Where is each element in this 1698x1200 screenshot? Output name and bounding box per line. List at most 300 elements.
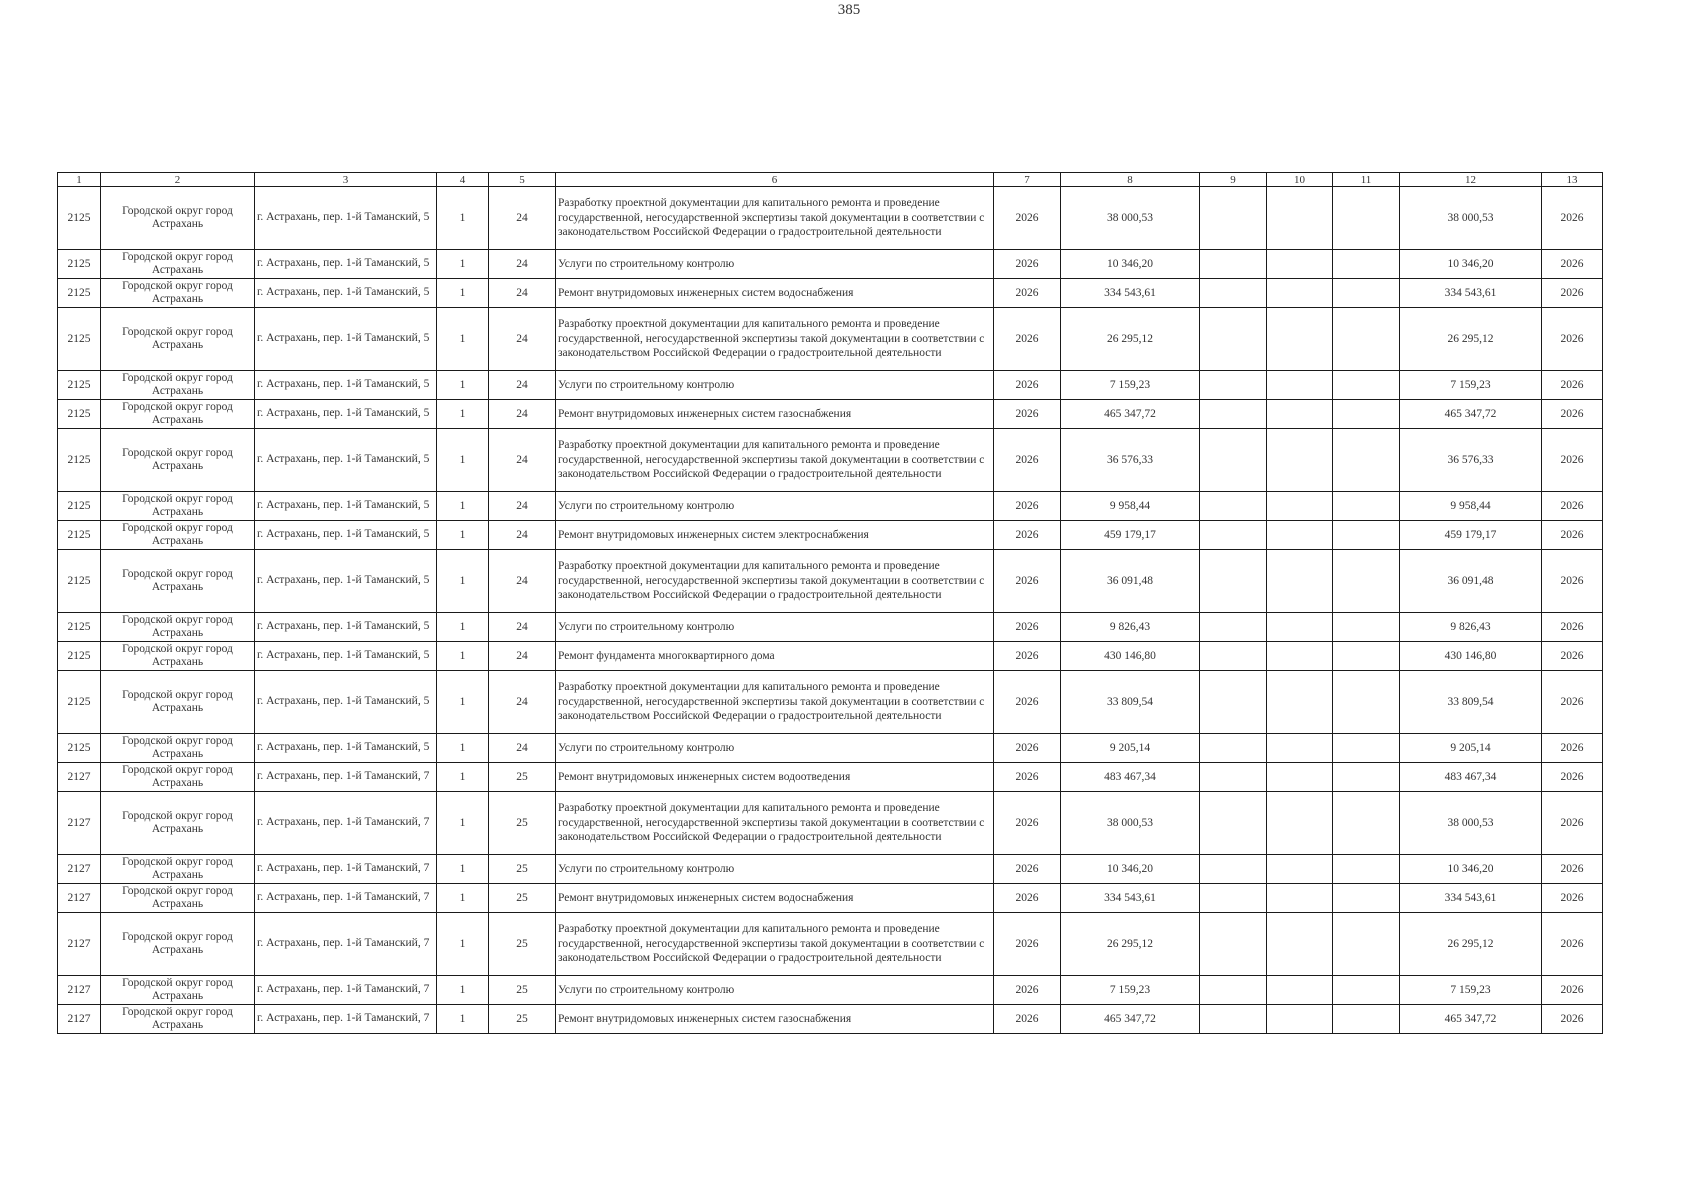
cell-address: г. Астрахань, пер. 1-й Таманский, 5 bbox=[255, 250, 437, 279]
cell-col4: 1 bbox=[437, 734, 489, 763]
cell-year: 2026 bbox=[994, 792, 1061, 855]
cell-total: 334 543,61 bbox=[1400, 279, 1542, 308]
cell-object-id: 2125 bbox=[58, 642, 101, 671]
cell-completion-year: 2026 bbox=[1542, 884, 1603, 913]
cell-col5: 24 bbox=[489, 671, 556, 734]
cell-object-id: 2125 bbox=[58, 371, 101, 400]
cell-col5: 24 bbox=[489, 429, 556, 492]
cell-total: 36 576,33 bbox=[1400, 429, 1542, 492]
cell-col4: 1 bbox=[437, 187, 489, 250]
cell-col10 bbox=[1267, 308, 1333, 371]
cell-col5: 24 bbox=[489, 613, 556, 642]
cell-municipality: Городской округ город Астрахань bbox=[101, 279, 255, 308]
cell-col9 bbox=[1200, 976, 1267, 1005]
cell-address: г. Астрахань, пер. 1-й Таманский, 5 bbox=[255, 308, 437, 371]
cell-object-id: 2127 bbox=[58, 855, 101, 884]
cell-municipality: Городской округ город Астрахань bbox=[101, 250, 255, 279]
cell-year: 2026 bbox=[994, 187, 1061, 250]
cell-col9 bbox=[1200, 429, 1267, 492]
column-header: 12 bbox=[1400, 173, 1542, 187]
cell-col11 bbox=[1333, 250, 1400, 279]
cell-col11 bbox=[1333, 671, 1400, 734]
cell-year: 2026 bbox=[994, 371, 1061, 400]
table-row bbox=[58, 308, 1603, 371]
cell-address: г. Астрахань, пер. 1-й Таманский, 7 bbox=[255, 913, 437, 976]
cell-completion-year: 2026 bbox=[1542, 187, 1603, 250]
cell-cost: 483 467,34 bbox=[1061, 763, 1200, 792]
cell-address: г. Астрахань, пер. 1-й Таманский, 5 bbox=[255, 492, 437, 521]
cell-total: 7 159,23 bbox=[1400, 371, 1542, 400]
cell-cost: 465 347,72 bbox=[1061, 1005, 1200, 1034]
cell-work-type: Разработку проектной документации для капитального ремонта и проведение государственной, негосударственной экспертизы такой документации в соответствии с законодательством Российской Федерации о градостроительной деятельности bbox=[556, 308, 994, 371]
column-header: 1 bbox=[58, 173, 101, 187]
cell-work-type: Разработку проектной документации для капитального ремонта и проведение государственной, негосударственной экспертизы такой документации в соответствии с законодательством Российской Федерации о градостроительной деятельности bbox=[556, 913, 994, 976]
cell-object-id: 2125 bbox=[58, 187, 101, 250]
cell-total: 10 346,20 bbox=[1400, 855, 1542, 884]
cell-col11 bbox=[1333, 521, 1400, 550]
cell-col10 bbox=[1267, 642, 1333, 671]
cell-col10 bbox=[1267, 976, 1333, 1005]
cell-municipality: Городской округ город Астрахань bbox=[101, 671, 255, 734]
cell-col9 bbox=[1200, 913, 1267, 976]
cell-completion-year: 2026 bbox=[1542, 1005, 1603, 1034]
cell-col9 bbox=[1200, 1005, 1267, 1034]
cell-col10 bbox=[1267, 913, 1333, 976]
cell-municipality: Городской округ город Астрахань bbox=[101, 792, 255, 855]
cell-object-id: 2125 bbox=[58, 550, 101, 613]
cell-completion-year: 2026 bbox=[1542, 976, 1603, 1005]
cell-total: 7 159,23 bbox=[1400, 976, 1542, 1005]
cell-cost: 9 826,43 bbox=[1061, 613, 1200, 642]
cell-municipality: Городской округ город Астрахань bbox=[101, 308, 255, 371]
cell-object-id: 2125 bbox=[58, 429, 101, 492]
cell-work-type: Ремонт внутридомовых инженерных систем водоснабжения bbox=[556, 279, 994, 308]
cell-col9 bbox=[1200, 884, 1267, 913]
cell-work-type: Ремонт внутридомовых инженерных систем электроснабжения bbox=[556, 521, 994, 550]
cell-year: 2026 bbox=[994, 400, 1061, 429]
cell-total: 430 146,80 bbox=[1400, 642, 1542, 671]
cell-col4: 1 bbox=[437, 308, 489, 371]
cell-col9 bbox=[1200, 855, 1267, 884]
column-header: 4 bbox=[437, 173, 489, 187]
cell-col9 bbox=[1200, 371, 1267, 400]
cell-year: 2026 bbox=[994, 855, 1061, 884]
cell-work-type: Ремонт внутридомовых инженерных систем водоотведения bbox=[556, 763, 994, 792]
table-row bbox=[58, 250, 1603, 279]
cell-address: г. Астрахань, пер. 1-й Таманский, 7 bbox=[255, 976, 437, 1005]
column-header: 5 bbox=[489, 173, 556, 187]
cell-col5: 24 bbox=[489, 250, 556, 279]
cell-col4: 1 bbox=[437, 884, 489, 913]
cell-cost: 10 346,20 bbox=[1061, 250, 1200, 279]
cell-municipality: Городской округ город Астрахань bbox=[101, 521, 255, 550]
cell-col4: 1 bbox=[437, 1005, 489, 1034]
cell-col5: 24 bbox=[489, 492, 556, 521]
table-row bbox=[58, 884, 1603, 913]
cell-cost: 33 809,54 bbox=[1061, 671, 1200, 734]
cell-col10 bbox=[1267, 855, 1333, 884]
cell-address: г. Астрахань, пер. 1-й Таманский, 5 bbox=[255, 613, 437, 642]
cell-work-type: Разработку проектной документации для капитального ремонта и проведение государственной, негосударственной экспертизы такой документации в соответствии с законодательством Российской Федерации о градостроительной деятельности bbox=[556, 550, 994, 613]
cell-year: 2026 bbox=[994, 913, 1061, 976]
cell-col10 bbox=[1267, 671, 1333, 734]
cell-work-type: Услуги по строительному контролю bbox=[556, 613, 994, 642]
cell-col11 bbox=[1333, 400, 1400, 429]
cell-completion-year: 2026 bbox=[1542, 371, 1603, 400]
cell-completion-year: 2026 bbox=[1542, 763, 1603, 792]
cell-object-id: 2125 bbox=[58, 671, 101, 734]
cell-year: 2026 bbox=[994, 550, 1061, 613]
cell-cost: 430 146,80 bbox=[1061, 642, 1200, 671]
cell-col9 bbox=[1200, 187, 1267, 250]
cell-address: г. Астрахань, пер. 1-й Таманский, 5 bbox=[255, 400, 437, 429]
column-header: 11 bbox=[1333, 173, 1400, 187]
column-header: 9 bbox=[1200, 173, 1267, 187]
cell-total: 26 295,12 bbox=[1400, 913, 1542, 976]
cell-cost: 9 205,14 bbox=[1061, 734, 1200, 763]
cell-address: г. Астрахань, пер. 1-й Таманский, 5 bbox=[255, 521, 437, 550]
cell-year: 2026 bbox=[994, 1005, 1061, 1034]
cell-address: г. Астрахань, пер. 1-й Таманский, 7 bbox=[255, 1005, 437, 1034]
cell-total: 9 205,14 bbox=[1400, 734, 1542, 763]
cell-col4: 1 bbox=[437, 913, 489, 976]
cell-object-id: 2125 bbox=[58, 613, 101, 642]
table-row bbox=[58, 550, 1603, 613]
column-header: 7 bbox=[994, 173, 1061, 187]
cell-col11 bbox=[1333, 913, 1400, 976]
cell-address: г. Астрахань, пер. 1-й Таманский, 7 bbox=[255, 792, 437, 855]
cell-cost: 26 295,12 bbox=[1061, 308, 1200, 371]
cell-col4: 1 bbox=[437, 642, 489, 671]
cell-col4: 1 bbox=[437, 400, 489, 429]
cell-completion-year: 2026 bbox=[1542, 492, 1603, 521]
cell-col9 bbox=[1200, 734, 1267, 763]
table-row bbox=[58, 400, 1603, 429]
cell-col10 bbox=[1267, 429, 1333, 492]
cell-col11 bbox=[1333, 613, 1400, 642]
cell-municipality: Городской округ город Астрахань bbox=[101, 429, 255, 492]
cell-col4: 1 bbox=[437, 855, 489, 884]
cell-col10 bbox=[1267, 187, 1333, 250]
cell-work-type: Разработку проектной документации для капитального ремонта и проведение государственной, негосударственной экспертизы такой документации в соответствии с законодательством Российской Федерации о градостроительной деятельности bbox=[556, 187, 994, 250]
cell-work-type: Разработку проектной документации для капитального ремонта и проведение государственной, негосударственной экспертизы такой документации в соответствии с законодательством Российской Федерации о градостроительной деятельности bbox=[556, 429, 994, 492]
cell-total: 459 179,17 bbox=[1400, 521, 1542, 550]
cell-col5: 24 bbox=[489, 400, 556, 429]
cell-col4: 1 bbox=[437, 250, 489, 279]
cell-address: г. Астрахань, пер. 1-й Таманский, 5 bbox=[255, 671, 437, 734]
cell-col5: 25 bbox=[489, 884, 556, 913]
table-body bbox=[58, 173, 1603, 1034]
cell-year: 2026 bbox=[994, 763, 1061, 792]
cell-cost: 9 958,44 bbox=[1061, 492, 1200, 521]
cell-work-type: Услуги по строительному контролю bbox=[556, 855, 994, 884]
cell-address: г. Астрахань, пер. 1-й Таманский, 5 bbox=[255, 642, 437, 671]
cell-cost: 459 179,17 bbox=[1061, 521, 1200, 550]
table-row bbox=[58, 429, 1603, 492]
cell-col9 bbox=[1200, 279, 1267, 308]
cell-object-id: 2127 bbox=[58, 1005, 101, 1034]
table-row bbox=[58, 371, 1603, 400]
column-header: 6 bbox=[556, 173, 994, 187]
table-row bbox=[58, 734, 1603, 763]
cell-work-type: Ремонт внутридомовых инженерных систем газоснабжения bbox=[556, 400, 994, 429]
cell-col10 bbox=[1267, 521, 1333, 550]
cell-municipality: Городской округ город Астрахань bbox=[101, 884, 255, 913]
table-row bbox=[58, 279, 1603, 308]
cell-col4: 1 bbox=[437, 613, 489, 642]
cell-municipality: Городской округ город Астрахань bbox=[101, 913, 255, 976]
cell-municipality: Городской округ город Астрахань bbox=[101, 371, 255, 400]
cell-municipality: Городской округ город Астрахань bbox=[101, 642, 255, 671]
cell-cost: 38 000,53 bbox=[1061, 187, 1200, 250]
cell-total: 465 347,72 bbox=[1400, 400, 1542, 429]
cell-work-type: Услуги по строительному контролю bbox=[556, 734, 994, 763]
cell-year: 2026 bbox=[994, 492, 1061, 521]
cell-total: 36 091,48 bbox=[1400, 550, 1542, 613]
cell-completion-year: 2026 bbox=[1542, 613, 1603, 642]
cell-municipality: Городской округ город Астрахань bbox=[101, 613, 255, 642]
cell-col4: 1 bbox=[437, 429, 489, 492]
table-row bbox=[58, 642, 1603, 671]
table-row bbox=[58, 671, 1603, 734]
cell-year: 2026 bbox=[994, 671, 1061, 734]
cell-col10 bbox=[1267, 884, 1333, 913]
cell-col10 bbox=[1267, 279, 1333, 308]
cell-completion-year: 2026 bbox=[1542, 550, 1603, 613]
cell-col11 bbox=[1333, 976, 1400, 1005]
cell-cost: 36 576,33 bbox=[1061, 429, 1200, 492]
cell-col10 bbox=[1267, 550, 1333, 613]
cell-col4: 1 bbox=[437, 279, 489, 308]
table-row bbox=[58, 492, 1603, 521]
cell-col5: 24 bbox=[489, 371, 556, 400]
cell-municipality: Городской округ город Астрахань bbox=[101, 400, 255, 429]
cell-year: 2026 bbox=[994, 976, 1061, 1005]
cell-cost: 26 295,12 bbox=[1061, 913, 1200, 976]
cell-cost: 465 347,72 bbox=[1061, 400, 1200, 429]
cell-completion-year: 2026 bbox=[1542, 734, 1603, 763]
cell-total: 38 000,53 bbox=[1400, 792, 1542, 855]
cell-work-type: Услуги по строительному контролю bbox=[556, 250, 994, 279]
cell-col9 bbox=[1200, 400, 1267, 429]
column-number-row bbox=[58, 173, 1603, 187]
cell-col5: 24 bbox=[489, 521, 556, 550]
cell-cost: 334 543,61 bbox=[1061, 279, 1200, 308]
cell-col4: 1 bbox=[437, 792, 489, 855]
cell-object-id: 2125 bbox=[58, 734, 101, 763]
cell-total: 33 809,54 bbox=[1400, 671, 1542, 734]
cell-object-id: 2125 bbox=[58, 521, 101, 550]
cell-col5: 25 bbox=[489, 855, 556, 884]
cell-col10 bbox=[1267, 492, 1333, 521]
cell-address: г. Астрахань, пер. 1-й Таманский, 5 bbox=[255, 187, 437, 250]
cell-year: 2026 bbox=[994, 734, 1061, 763]
cell-total: 10 346,20 bbox=[1400, 250, 1542, 279]
cell-col4: 1 bbox=[437, 371, 489, 400]
cell-work-type: Разработку проектной документации для капитального ремонта и проведение государственной, негосударственной экспертизы такой документации в соответствии с законодательством Российской Федерации о градостроительной деятельности bbox=[556, 792, 994, 855]
cell-cost: 36 091,48 bbox=[1061, 550, 1200, 613]
table-row bbox=[58, 187, 1603, 250]
cell-col5: 24 bbox=[489, 187, 556, 250]
cell-completion-year: 2026 bbox=[1542, 429, 1603, 492]
page-number: 385 bbox=[837, 2, 861, 18]
cell-col5: 25 bbox=[489, 763, 556, 792]
cell-address: г. Астрахань, пер. 1-й Таманский, 7 bbox=[255, 855, 437, 884]
table-row bbox=[58, 792, 1603, 855]
cell-completion-year: 2026 bbox=[1542, 279, 1603, 308]
cell-col9 bbox=[1200, 550, 1267, 613]
cell-col11 bbox=[1333, 187, 1400, 250]
cell-total: 26 295,12 bbox=[1400, 308, 1542, 371]
cell-address: г. Астрахань, пер. 1-й Таманский, 5 bbox=[255, 550, 437, 613]
cell-object-id: 2127 bbox=[58, 792, 101, 855]
cell-municipality: Городской округ город Астрахань bbox=[101, 492, 255, 521]
column-header: 10 bbox=[1267, 173, 1333, 187]
column-header: 8 bbox=[1061, 173, 1200, 187]
cell-municipality: Городской округ город Астрахань bbox=[101, 550, 255, 613]
cell-object-id: 2125 bbox=[58, 492, 101, 521]
cell-col11 bbox=[1333, 308, 1400, 371]
cell-col5: 25 bbox=[489, 792, 556, 855]
cell-col9 bbox=[1200, 642, 1267, 671]
cell-total: 9 826,43 bbox=[1400, 613, 1542, 642]
cell-object-id: 2125 bbox=[58, 279, 101, 308]
cell-total: 334 543,61 bbox=[1400, 884, 1542, 913]
cell-object-id: 2127 bbox=[58, 884, 101, 913]
cell-total: 483 467,34 bbox=[1400, 763, 1542, 792]
table-row bbox=[58, 613, 1603, 642]
cell-work-type: Ремонт внутридомовых инженерных систем газоснабжения bbox=[556, 1005, 994, 1034]
cell-address: г. Астрахань, пер. 1-й Таманский, 7 bbox=[255, 763, 437, 792]
cell-work-type: Ремонт фундамента многоквартирного дома bbox=[556, 642, 994, 671]
cell-work-type: Услуги по строительному контролю bbox=[556, 371, 994, 400]
cell-year: 2026 bbox=[994, 279, 1061, 308]
cell-col5: 24 bbox=[489, 308, 556, 371]
cell-completion-year: 2026 bbox=[1542, 400, 1603, 429]
cell-address: г. Астрахань, пер. 1-й Таманский, 5 bbox=[255, 279, 437, 308]
cell-year: 2026 bbox=[994, 250, 1061, 279]
cell-cost: 334 543,61 bbox=[1061, 884, 1200, 913]
cell-col4: 1 bbox=[437, 671, 489, 734]
cell-col10 bbox=[1267, 734, 1333, 763]
cell-col9 bbox=[1200, 763, 1267, 792]
cell-col11 bbox=[1333, 884, 1400, 913]
cell-address: г. Астрахань, пер. 1-й Таманский, 5 bbox=[255, 734, 437, 763]
cell-col5: 24 bbox=[489, 642, 556, 671]
cell-work-type: Ремонт внутридомовых инженерных систем водоснабжения bbox=[556, 884, 994, 913]
cell-completion-year: 2026 bbox=[1542, 671, 1603, 734]
table-row bbox=[58, 521, 1603, 550]
cell-municipality: Городской округ город Астрахань bbox=[101, 976, 255, 1005]
cell-total: 38 000,53 bbox=[1400, 187, 1542, 250]
cell-col5: 25 bbox=[489, 976, 556, 1005]
cell-col10 bbox=[1267, 371, 1333, 400]
cell-object-id: 2127 bbox=[58, 763, 101, 792]
cell-municipality: Городской округ город Астрахань bbox=[101, 187, 255, 250]
cell-col11 bbox=[1333, 429, 1400, 492]
cell-completion-year: 2026 bbox=[1542, 250, 1603, 279]
cell-col4: 1 bbox=[437, 976, 489, 1005]
table-row bbox=[58, 855, 1603, 884]
cell-col4: 1 bbox=[437, 550, 489, 613]
cell-col9 bbox=[1200, 613, 1267, 642]
cell-completion-year: 2026 bbox=[1542, 308, 1603, 371]
cell-cost: 7 159,23 bbox=[1061, 976, 1200, 1005]
cell-col11 bbox=[1333, 855, 1400, 884]
cell-col4: 1 bbox=[437, 763, 489, 792]
cell-cost: 7 159,23 bbox=[1061, 371, 1200, 400]
cell-col11 bbox=[1333, 734, 1400, 763]
capital-repair-table bbox=[57, 172, 1603, 1034]
cell-col10 bbox=[1267, 763, 1333, 792]
cell-col11 bbox=[1333, 279, 1400, 308]
cell-col5: 24 bbox=[489, 734, 556, 763]
cell-col5: 25 bbox=[489, 1005, 556, 1034]
cell-year: 2026 bbox=[994, 884, 1061, 913]
cell-col11 bbox=[1333, 792, 1400, 855]
cell-completion-year: 2026 bbox=[1542, 855, 1603, 884]
cell-object-id: 2125 bbox=[58, 250, 101, 279]
table-row bbox=[58, 1005, 1603, 1034]
cell-col11 bbox=[1333, 1005, 1400, 1034]
cell-address: г. Астрахань, пер. 1-й Таманский, 5 bbox=[255, 371, 437, 400]
cell-object-id: 2125 bbox=[58, 308, 101, 371]
cell-col4: 1 bbox=[437, 492, 489, 521]
table-row bbox=[58, 763, 1603, 792]
table-row bbox=[58, 913, 1603, 976]
cell-col10 bbox=[1267, 400, 1333, 429]
cell-address: г. Астрахань, пер. 1-й Таманский, 5 bbox=[255, 429, 437, 492]
cell-col11 bbox=[1333, 492, 1400, 521]
cell-work-type: Услуги по строительному контролю bbox=[556, 976, 994, 1005]
cell-col11 bbox=[1333, 642, 1400, 671]
column-header: 2 bbox=[101, 173, 255, 187]
cell-municipality: Городской округ город Астрахань bbox=[101, 734, 255, 763]
cell-col9 bbox=[1200, 792, 1267, 855]
cell-cost: 10 346,20 bbox=[1061, 855, 1200, 884]
cell-object-id: 2127 bbox=[58, 976, 101, 1005]
cell-address: г. Астрахань, пер. 1-й Таманский, 7 bbox=[255, 884, 437, 913]
cell-year: 2026 bbox=[994, 521, 1061, 550]
cell-work-type: Услуги по строительному контролю bbox=[556, 492, 994, 521]
cell-col10 bbox=[1267, 250, 1333, 279]
cell-completion-year: 2026 bbox=[1542, 521, 1603, 550]
cell-year: 2026 bbox=[994, 308, 1061, 371]
cell-year: 2026 bbox=[994, 429, 1061, 492]
cell-col9 bbox=[1200, 671, 1267, 734]
cell-completion-year: 2026 bbox=[1542, 792, 1603, 855]
cell-col9 bbox=[1200, 250, 1267, 279]
cell-cost: 38 000,53 bbox=[1061, 792, 1200, 855]
cell-col11 bbox=[1333, 550, 1400, 613]
cell-col9 bbox=[1200, 308, 1267, 371]
cell-municipality: Городской округ город Астрахань bbox=[101, 763, 255, 792]
cell-col11 bbox=[1333, 371, 1400, 400]
cell-col10 bbox=[1267, 1005, 1333, 1034]
cell-col5: 25 bbox=[489, 913, 556, 976]
column-header: 13 bbox=[1542, 173, 1603, 187]
cell-col10 bbox=[1267, 792, 1333, 855]
cell-completion-year: 2026 bbox=[1542, 642, 1603, 671]
table-row bbox=[58, 976, 1603, 1005]
cell-object-id: 2125 bbox=[58, 400, 101, 429]
cell-municipality: Городской округ город Астрахань bbox=[101, 1005, 255, 1034]
cell-col9 bbox=[1200, 492, 1267, 521]
cell-total: 465 347,72 bbox=[1400, 1005, 1542, 1034]
cell-col5: 24 bbox=[489, 550, 556, 613]
column-header: 3 bbox=[255, 173, 437, 187]
cell-completion-year: 2026 bbox=[1542, 913, 1603, 976]
